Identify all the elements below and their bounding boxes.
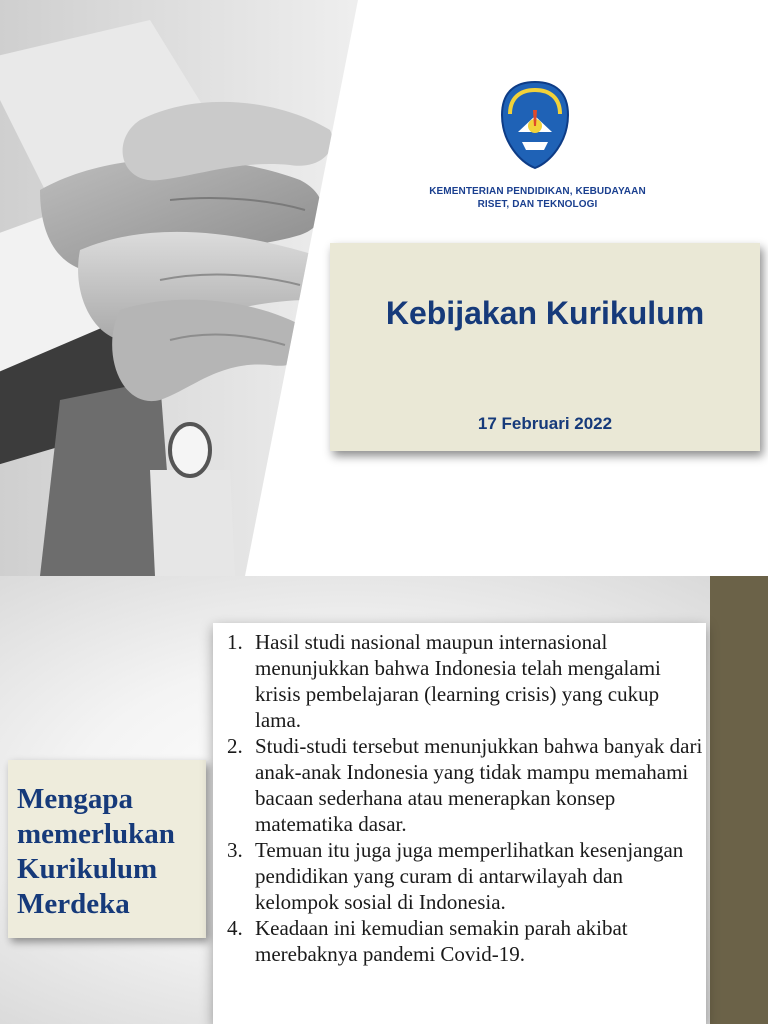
list-item <box>213 733 706 837</box>
slide-title: Kebijakan Kurikulum <box>385 295 705 331</box>
list-item <box>213 915 706 967</box>
question-box <box>8 760 206 938</box>
list-number: 4. <box>227 916 243 940</box>
slide-date: 17 Februari 2022 <box>477 414 613 433</box>
list-text: Keadaan ini kemudian semakin parah akibat merebaknya pandemi Covid-19. <box>255 916 628 966</box>
content-slide <box>0 576 768 1024</box>
list-number: 2. <box>227 734 243 758</box>
title-box <box>330 243 760 451</box>
ministry-line-2: RISET, DAN TEKNOLOGI <box>477 199 598 210</box>
list-text: Studi-studi tersebut menunjukkan bahwa banyak dari anak-anak Indonesia yang tidak mampu memahami bacaan sederhana atau menerapkan konsep matematika dasar. <box>255 734 703 836</box>
question-line: memerlukan <box>17 818 175 850</box>
tut-wuri-handayani-logo-icon <box>500 80 570 170</box>
list-item <box>213 837 706 915</box>
sidebar-accent-bar <box>710 576 768 1024</box>
question-line: Mengapa <box>17 783 133 815</box>
reasons-list <box>213 623 706 967</box>
ministry-name <box>400 185 675 211</box>
list-number: 3. <box>227 838 243 862</box>
list-text: Temuan itu juga juga memperlihatkan kesenjangan pendidikan yang curam di antarwilayah dan kelompok sosial di Indonesia. <box>255 838 684 914</box>
question-heading <box>8 760 206 922</box>
list-number: 1. <box>227 630 243 654</box>
ministry-line-1: KEMENTERIAN PENDIDIKAN, KEBUDAYAAN <box>429 186 646 197</box>
list-item <box>213 629 706 733</box>
question-line: Merdeka <box>17 888 130 920</box>
question-line: Kurikulum <box>17 853 158 885</box>
reasons-box <box>213 623 706 1024</box>
list-text: Hasil studi nasional maupun internasional menunjukkan bahwa Indonesia telah mengalami krisis pembelajaran (learning crisis) yang cukup lama. <box>255 630 661 732</box>
